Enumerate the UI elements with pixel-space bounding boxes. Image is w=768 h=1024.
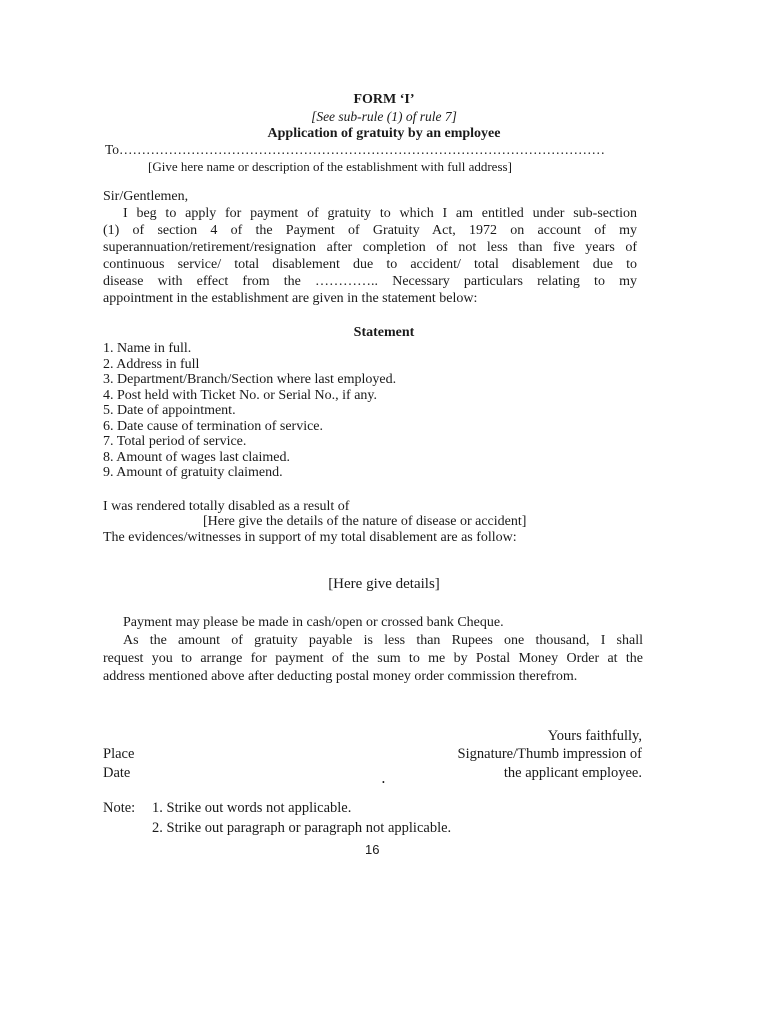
- closing-yours: Yours faithfully,: [547, 728, 642, 744]
- paragraph-line: disease with effect from the ………….. Necessary particulars relating to my: [103, 274, 637, 289]
- note-label: Note:: [103, 800, 136, 816]
- disablement-hint: [Here give the details of the nature of disease or accident]: [203, 514, 527, 529]
- paragraph-line: appointment in the establishment are given in the statement below:: [103, 291, 478, 306]
- disablement-line: I was rendered totally disabled as a result of: [103, 499, 350, 514]
- statement-item: 5. Date of appointment.: [103, 403, 236, 418]
- statement-item: 1. Name in full.: [103, 341, 192, 356]
- note-item: 2. Strike out paragraph or paragraph not applicable.: [152, 820, 452, 836]
- statement-item: 7. Total period of service.: [103, 434, 247, 449]
- statement-heading: Statement: [353, 325, 415, 340]
- note-item: 1. Strike out words not applicable.: [152, 800, 352, 816]
- application-paragraph: [103, 205, 637, 307]
- paragraph-line: I beg to apply for payment of gratuity to which I am entitled under sub-section: [123, 206, 637, 221]
- statement-list: [103, 341, 396, 481]
- to-hint: [Give here name or description of the establishment with full address]: [148, 159, 512, 174]
- form-subtitle: [See sub-rule (1) of rule 7]: [311, 109, 457, 124]
- payment-line: request you to arrange for payment of the sum to me by Postal Money Order at the: [103, 651, 643, 666]
- paragraph-line: superannuation/retirement/resignation after completion of not less than five years of: [103, 240, 637, 255]
- signature-label: Signature/Thumb impression of: [457, 746, 642, 762]
- details-placeholder: [Here give details]: [328, 576, 440, 592]
- paragraph-line: continuous service/ total disablement due to accident/ total disablement due to: [103, 257, 637, 272]
- form-title: FORM ‘I’: [353, 92, 415, 107]
- form-heading: Application of gratuity by an employee: [267, 126, 501, 141]
- applicant-label: the applicant employee.: [503, 765, 642, 781]
- statement-item: 3. Department/Branch/Section where last employed.: [103, 372, 397, 387]
- stray-mark: •: [382, 778, 385, 787]
- paragraph-line: (1) of section 4 of the Payment of Gratuity Act, 1972 on account of my: [103, 223, 637, 238]
- page-number: 16: [365, 842, 380, 857]
- statement-item: 8. Amount of wages last claimed.: [103, 449, 291, 465]
- statement-item: 6. Date cause of termination of service.: [103, 418, 324, 434]
- salutation: Sir/Gentlemen,: [103, 189, 189, 204]
- payment-line: address mentioned above after deducting postal money order commission therefrom.: [103, 669, 578, 684]
- payment-line: Payment may please be made in cash/open or crossed bank Cheque.: [123, 615, 504, 630]
- statement-item: 4. Post held with Ticket No. or Serial No., if any.: [103, 387, 378, 403]
- payment-paragraph: [103, 614, 643, 686]
- payment-line: As the amount of gratuity payable is less than Rupees one thousand, I shall: [123, 633, 643, 648]
- evidence-line: The evidences/witnesses in support of my total disablement are as follow:: [103, 530, 517, 545]
- statement-item: 9. Amount of gratuity claimend.: [103, 465, 283, 480]
- to-line: To………………………………………………………………………………………………: [105, 142, 606, 157]
- statement-item: 2. Address in full: [103, 356, 200, 372]
- place-label: Place: [103, 746, 135, 762]
- date-label: Date: [103, 765, 131, 781]
